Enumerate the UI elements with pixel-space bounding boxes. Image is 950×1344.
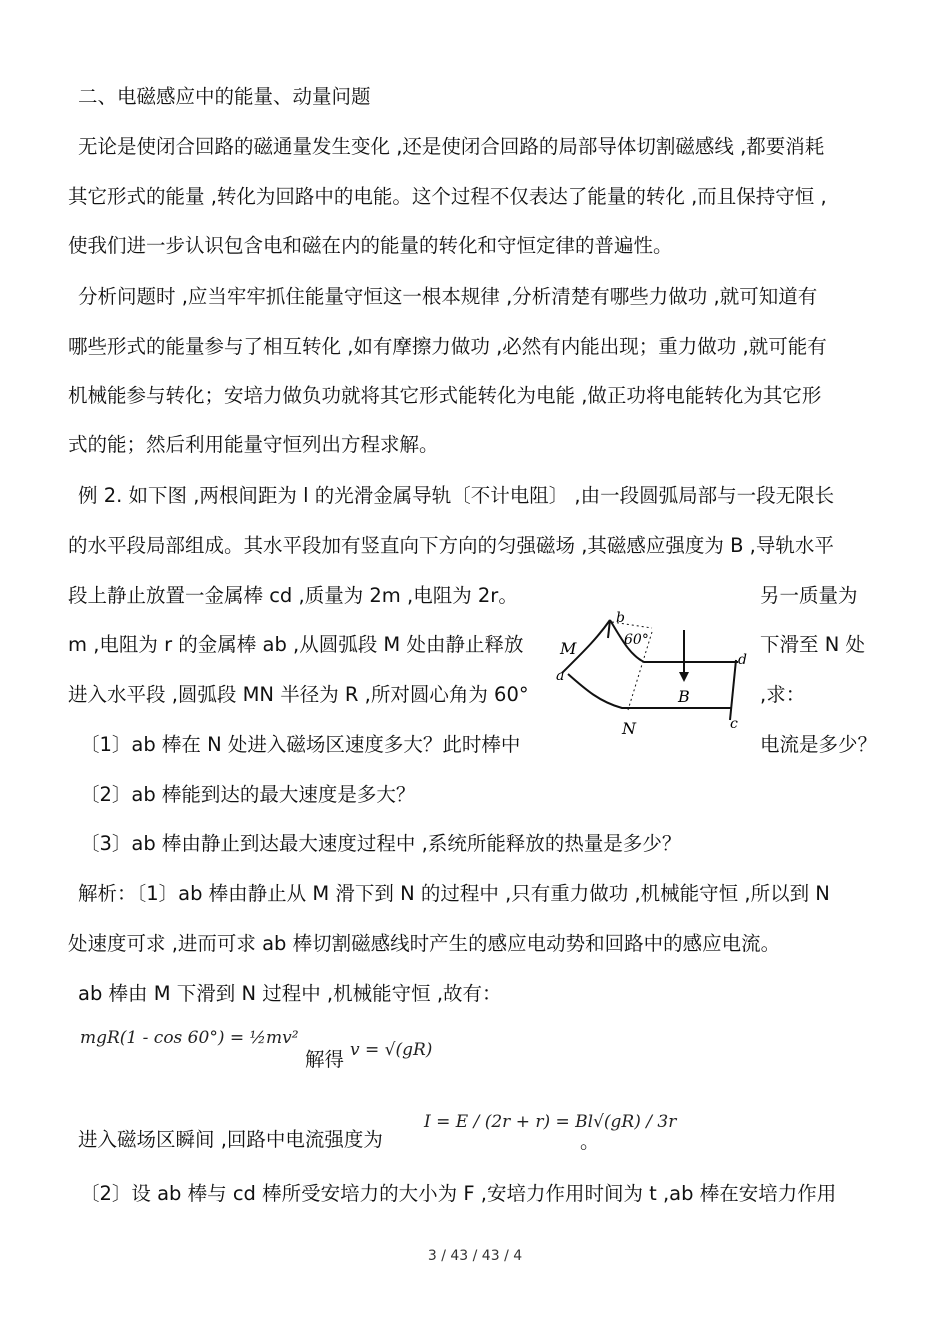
question-line: 〔2〕ab 棒能到达的最大速度是多大？	[80, 783, 416, 806]
paragraph-line: 无论是使闭合回路的磁通量发生变化 ,还是使闭合回路的局部导体切割磁感线 ,都要消耗	[78, 135, 825, 158]
paragraph-line: 另一质量为	[760, 584, 858, 607]
paragraph-line: 进入水平段 ,圆弧段 MN 半径为 R ,所对圆心角为 60°	[68, 683, 529, 706]
label-n: N	[622, 719, 636, 738]
solution-line: ab 棒由 M 下滑到 N 过程中 ,机械能守恒 ,故有：	[78, 982, 502, 1005]
field-arrowhead	[679, 672, 689, 682]
energy-equation: mgR(1 - cos 60°) = ½mv²	[80, 1028, 299, 1048]
label-c: c	[730, 716, 738, 732]
paragraph-line: 例 2. 如下图 ,两根间距为 l 的光滑金属导轨〔不计电阻〕 ,由一段圆弧局部与一段无限长	[78, 484, 835, 507]
solution-line: 进入磁场区瞬间 ,回路中电流强度为	[78, 1128, 383, 1151]
rail-diagram	[552, 610, 762, 740]
solution-line: 解析：〔1〕ab 棒由静止从 M 滑下到 N 的过程中 ,只有重力做功 ,机械能守恒 ,所以到 N	[78, 882, 830, 905]
paragraph-line: 机械能参与转化；安培力做负功就将其它形式能转化为电能 ,做正功将电能转化为其它形	[68, 384, 822, 407]
paragraph-line: 下滑至 N 处	[760, 633, 865, 656]
solution-line: 。	[580, 1130, 600, 1153]
velocity-equation: v = √(gR)	[350, 1040, 433, 1060]
paragraph-line: 段上静止放置一金属棒 cd ,质量为 2m ,电阻为 2r。	[68, 584, 518, 607]
question-line: 电流是多少？	[760, 733, 878, 756]
page-footer: 3 / 43 / 43 / 4	[427, 1248, 523, 1264]
question-line: 〔1〕ab 棒在 N 处进入磁场区速度多大？此时棒中	[80, 733, 521, 756]
paragraph-line: 分析问题时 ,应当牢牢抓住能量守恒这一根本规律 ,分析清楚有哪些力做功 ,就可知道有	[78, 285, 818, 308]
label-field-b: B	[678, 687, 690, 706]
label-d: d	[738, 652, 747, 668]
section-title: 二、电磁感应中的能量、动量问题	[78, 85, 371, 108]
paragraph-line: 哪些形式的能量参与了相互转化 ,如有摩擦力做功 ,必然有内能出现；重力做功 ,就可能有	[68, 335, 827, 358]
paragraph-line: ,求：	[760, 683, 806, 706]
paragraph-line: 使我们进一步认识包含电和磁在内的能量的转化和守恒定律的普遍性。	[68, 234, 673, 257]
solution-line: 解得	[305, 1048, 345, 1071]
label-b: b	[616, 610, 625, 626]
rod-cd	[730, 660, 736, 720]
paragraph-line: 其它形式的能量 ,转化为回路中的电能。这个过程不仅表达了能量的转化 ,而且保持守恒 ,	[68, 185, 827, 208]
label-angle: 60°	[624, 632, 649, 648]
arc-rail-inner	[568, 674, 732, 708]
paragraph-line: 式的能；然后利用能量守恒列出方程求解。	[68, 433, 439, 456]
label-a: a	[556, 668, 565, 684]
solution-line: 〔2〕设 ab 棒与 cd 棒所受安培力的大小为 F ,安培力作用时间为 t ,ab 棒在安培力作用	[80, 1182, 837, 1205]
paragraph-line: 的水平段局部组成。其水平段加有竖直向下方向的匀强磁场 ,其磁感应强度为 B ,导轨水平	[68, 534, 834, 557]
paragraph-line: m ,电阻为 r 的金属棒 ab ,从圆弧段 M 处由静止释放	[68, 633, 524, 656]
solution-line: 处速度可求 ,进而可求 ab 棒切割磁感线时产生的感应电动势和回路中的感应电流。	[68, 932, 781, 955]
current-equation: I = E / (2r + r) = Bl√(gR) / 3r	[424, 1112, 677, 1132]
question-line: 〔3〕ab 棒由静止到达最大速度过程中 ,系统所能释放的热量是多少？	[80, 832, 682, 855]
label-m: M	[560, 639, 577, 658]
